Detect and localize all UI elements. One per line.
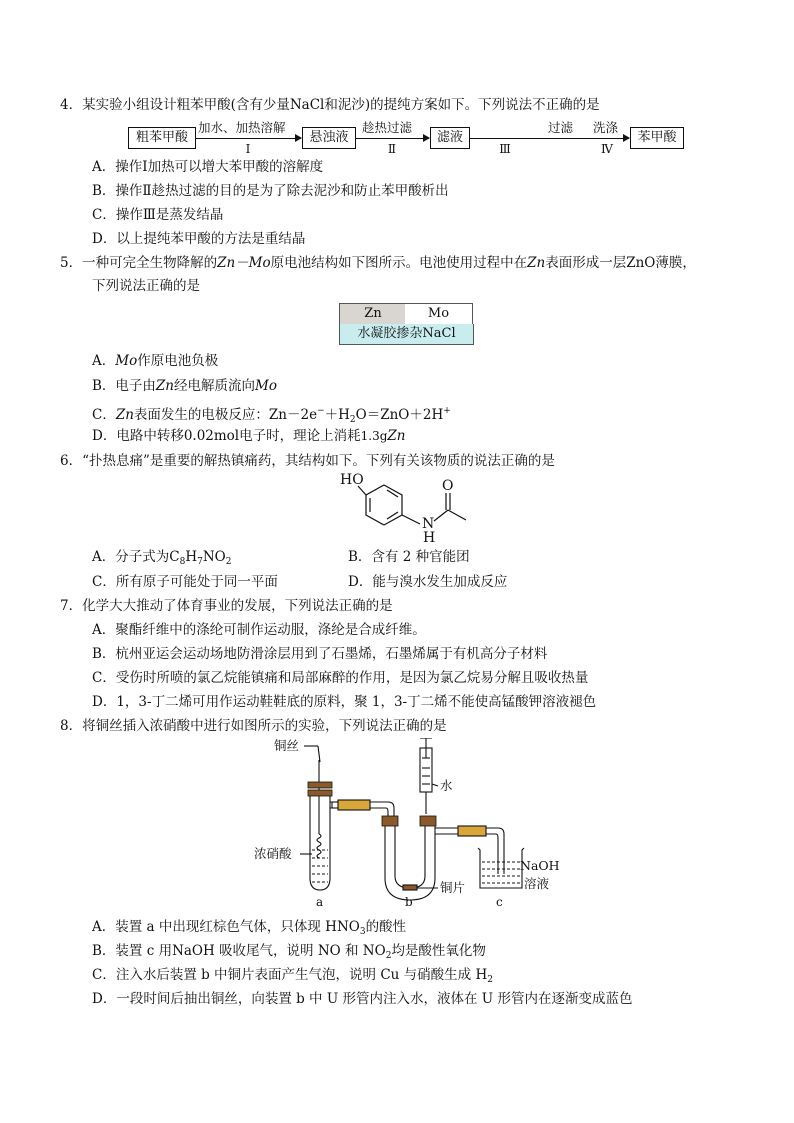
flow-box-crude-benzoic-acid: 粗苯甲酸: [128, 127, 196, 149]
q5-stem-line2: 下列说法正确的是: [92, 278, 200, 294]
q5-stem: 5．一种可完全生物降解的Zn－Mo原电池结构如下图所示。电池使用过程中在Zn表面形成一层ZnO薄膜，: [60, 255, 696, 271]
flow-op1-label: 加水、加热溶解: [198, 120, 286, 135]
flow-op2-number: Ⅱ: [387, 142, 397, 156]
flow-op1-number: Ⅰ: [245, 142, 251, 156]
q7-option-c: C．受伤时所喷的氯乙烷能镇痛和局部麻醉的作用，是因为氯乙烷易分解且吸收热量: [92, 670, 589, 686]
q8-option-c: C．注入水后装置 b 中铜片表面产生气泡，说明 Cu 与硝酸生成 $H_2$: [92, 967, 493, 985]
q6-option-a: A．分子式为$C_8H_7NO_2$: [92, 549, 232, 567]
flow-op2-label: 趁热过滤: [362, 120, 413, 135]
q7-option-b: B．杭州亚运会运动场地防滑涂层用到了石墨烯，石墨烯属于有机高分子材料: [92, 646, 548, 662]
flow-op4-wash: 洗涤: [593, 120, 619, 135]
paracetamol-structure: [338, 468, 478, 544]
battery-zn-electrode: Zn: [339, 303, 407, 325]
q7-option-a: A．聚酯纤维中的涤纶可制作运动服，涤纶是合成纤维。: [92, 622, 426, 638]
q5-option-a: A．Mo作原电池负极: [92, 353, 219, 369]
flow-box-filtrate: 滤液: [430, 127, 470, 149]
q6-option-c: C．所有原子可能处于同一平面: [92, 574, 278, 590]
label-b: b: [405, 895, 413, 909]
label-a: a: [316, 895, 324, 909]
electrode-equation: $Zn-2e^-+H_2O=ZnO+2H^+$: [268, 406, 451, 425]
battery-hydrogel-electrolyte: 水凝胶掺杂NaCl: [339, 324, 474, 345]
flow-op3-number: Ⅲ: [499, 142, 511, 156]
q6-stem: 6．“扑热息痛”是重要的解热镇痛药，其结构如下。下列有关该物质的说法正确的是: [60, 453, 555, 469]
experiment-apparatus: [248, 738, 568, 910]
label-naoh: NaOH: [520, 858, 560, 873]
q7-option-d: D．1，3-丁二烯可用作运动鞋鞋底的原料，聚 1，3-丁二烯不能使高锰酸钾溶液褪色: [92, 694, 597, 710]
q4-option-b: B．操作Ⅱ趁热过滤的目的是为了除去泥沙和防止苯甲酸析出: [92, 183, 449, 199]
q8-stem: 8．将铜丝插入浓硝酸中进行如图所示的实验，下列说法正确的是: [60, 718, 447, 734]
label-water: 水: [440, 778, 453, 793]
flow-box-suspension: 悬浊液: [302, 127, 356, 149]
q4-option-a: A．操作Ⅰ加热可以增大苯甲酸的溶解度: [92, 159, 324, 175]
q8-option-d: D．一段时间后抽出铜丝，向装置 b 中 U 形管内注入水，液体在 U 形管内在逐渐变成蓝色: [92, 991, 633, 1007]
q6-option-b: B．含有 2 种官能团: [348, 549, 470, 565]
label-copper-wire: 铜丝: [274, 738, 300, 753]
struct-ho-label: HO: [340, 472, 364, 488]
q7-stem: 7．化学大大推动了体育事业的发展，下列说法正确的是: [60, 598, 393, 614]
label-conc-nitric-acid: 浓硝酸: [254, 846, 292, 861]
battery-mo-electrode: Mo: [405, 303, 473, 325]
struct-n-label: N: [422, 516, 435, 532]
flow-op4-filter: 过滤: [548, 120, 574, 135]
q8-option-b: B．装置 c 用NaOH 吸收尾气，说明 NO 和 $NO_2$均是酸性氧化物: [92, 943, 486, 961]
label-solution: 溶液: [524, 876, 550, 891]
flow-box-benzoic-acid: 苯甲酸: [630, 127, 684, 149]
q5-option-b: B．电子由Zn经电解质流向Mo: [92, 378, 277, 394]
q4-option-c: C．操作Ⅲ是蒸发结晶: [92, 207, 224, 223]
label-copper-sheet: 铜片: [440, 880, 466, 895]
q5-option-c: C．Zn表面发生的电极反应：$Zn-2e^-+H_2O=ZnO+2H^+$: [92, 406, 451, 425]
flow-arrow-1: [195, 138, 301, 139]
flow-op4-number: Ⅳ: [601, 142, 613, 156]
q8-option-a: A．装置 a 中出现红棕色气体，只体现 $HNO_3$的酸性: [92, 919, 407, 937]
q5-option-d: D．电路中转移0.02mol电子时，理论上消耗1.3gZn: [92, 428, 406, 444]
label-c: c: [496, 895, 503, 909]
struct-h-label: H: [423, 530, 436, 544]
q6-option-d: D．能与溴水发生加成反应: [348, 574, 508, 590]
q4-option-d: D．以上提纯苯甲酸的方法是重结晶: [92, 231, 306, 247]
flow-arrow-3: [469, 138, 629, 139]
flow-arrow-2: [355, 138, 429, 139]
q4-stem: 4．某实验小组设计粗苯甲酸(含有少量NaCl和泥沙)的提纯方案如下。下列说法不正确的是: [60, 97, 600, 113]
struct-o-label: O: [442, 478, 454, 494]
